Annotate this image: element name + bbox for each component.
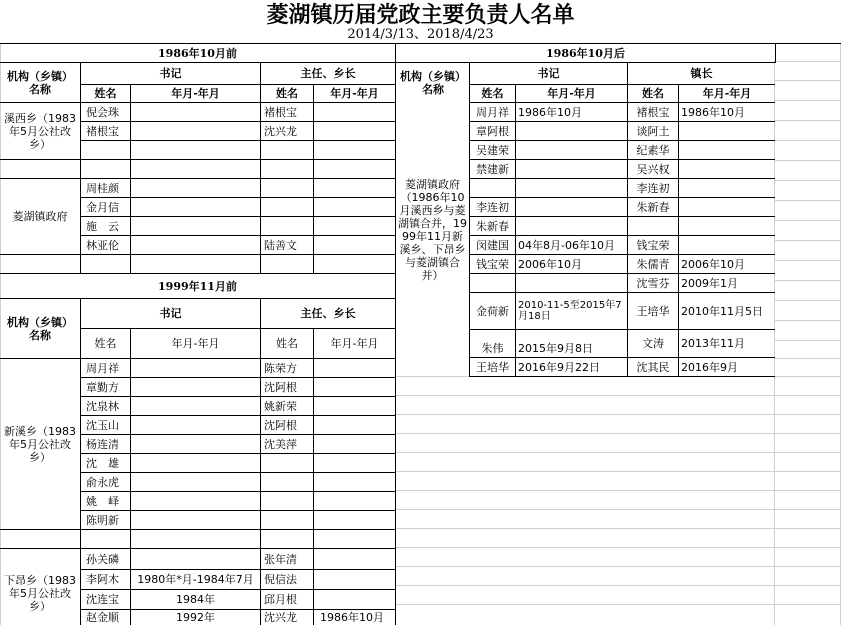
table-cell: 李连初 [476,200,509,214]
table-cell: 李连初 [636,181,670,195]
table-cell: 陈荣方 [264,361,297,375]
table-cell: 1986年10月 [681,105,745,119]
table-cell: 2016年9月22日 [518,360,600,374]
table-cell: 沈阿根 [264,418,297,432]
table-cell: 姚新荣 [264,399,297,413]
header-period: 年月-年月 [330,87,379,100]
table-cell: 施 云 [86,219,119,233]
header-mayor: 镇长 [690,67,713,80]
table-cell: 陈明新 [86,513,119,527]
header-period: 年月-年月 [171,337,220,350]
table-cell: 2010-11-5至2015年7月18日 [518,300,622,322]
header-period: 年月-年月 [171,87,220,100]
table-cell: 俞永虎 [86,475,119,489]
table-cell: 林亚伦 [86,238,119,252]
table-cell: 谈阿土 [636,124,670,138]
table-cell: 章勤方 [86,380,119,394]
table-cell: 1986年10月 [320,611,384,624]
header-org: 机构（乡镇）名称 [400,69,466,96]
table-cell: 褚根宝 [86,124,119,138]
table-cell: 朱伟 [481,342,504,355]
table-cell: 2006年10月 [681,257,745,271]
table-cell: 2010年11月5日 [681,304,763,318]
org-xixi: 溪西乡（1983年5月公社改乡） [4,111,76,151]
table-cell: 朱新春 [636,200,670,214]
header-period: 年月-年月 [702,87,752,100]
table-cell: 1986年10月 [518,105,582,119]
header-secretary: 书记 [159,67,182,80]
table-cell: 1984年 [176,593,215,606]
table-cell: 沈兴龙 [264,124,297,138]
page-title: 菱湖镇历届党政主要负责人名单 [266,2,575,28]
table-cell: 孙关磷 [86,552,119,566]
table-cell: 沈雪芬 [636,276,670,290]
org-xinxi: 新溪乡（1983年5月公社改乡） [4,424,76,464]
header-name: 姓名 [481,87,504,100]
table-cell: 吴建荣 [476,143,509,157]
header-name: 姓名 [276,337,298,350]
table-cell: 金月信 [86,200,119,214]
table-cell: 2013年11月 [681,337,745,350]
table-cell: 沈兴龙 [264,611,297,624]
table-cell: 吴兴权 [636,162,670,176]
table-cell: 2015年9月8日 [518,342,593,355]
table-cell: 04年8月-06年10月 [518,238,615,252]
org-linghu: 菱湖镇政府 [12,210,68,223]
table-cell: 禁建新 [476,162,509,176]
section-after-1986: 1986年10月后 [546,46,625,60]
page-subtitle: 2014/3/13、2018/4/23 [347,27,494,42]
table-cell: 赵金顺 [86,611,119,624]
header-name: 姓名 [276,87,298,100]
table-cell: 姚 峄 [86,494,119,508]
header-org: 机构（乡镇）名称 [7,315,73,342]
table-cell: 褚根宝 [264,105,297,119]
header-name: 姓名 [94,337,117,350]
table-cell: 张年清 [264,552,297,566]
header-period: 年月-年月 [330,337,379,350]
table-cell: 朱儒青 [636,257,670,271]
org-xiaang: 下昂乡（1983年5月公社改乡） [4,574,76,613]
table-cell: 2016年9月 [681,360,738,374]
header-name: 姓名 [642,87,664,100]
table-cell: 邱月根 [264,593,297,606]
header-org: 机构（乡镇）名称 [7,69,73,96]
table-cell: 1980年*月-1984年7月 [137,573,254,586]
table-cell: 沈泉林 [86,399,119,413]
table-cell: 纪素华 [636,143,670,157]
table-cell: 沈其民 [636,360,670,374]
org-linghu-merged: 菱湖镇政府（1986年10月溪西乡与菱湖镇合并，1999年11月新溪乡、下昂乡与菱湖镇合并） [398,178,467,282]
header-period: 年月-年月 [547,87,596,100]
table-cell: 陆善文 [264,238,297,252]
table-cell: 2006年10月 [518,257,582,271]
table-cell: 文涛 [642,337,664,350]
table-cell: 闵建国 [476,238,509,252]
table-cell: 褚根宝 [636,105,670,119]
table-cell: 钱宝荣 [476,257,509,271]
table-cell: 金荷新 [476,304,509,318]
table-cell: 倪会珠 [86,105,119,119]
table-cell: 沈美萍 [264,437,297,451]
table-cell: 王培华 [476,360,509,374]
table-cell: 沈 雄 [86,456,119,470]
table-cell: 杨连清 [86,437,119,451]
table-cell: 2009年1月 [681,276,738,290]
header-secretary: 书记 [537,67,560,80]
table-cell: 1992年 [176,611,215,624]
table-cell: 沈玉山 [86,418,119,432]
section-before-1999: 1999年11月前 [158,279,237,293]
table-cell: 王培华 [636,304,670,318]
table-cell: 周月祥 [476,105,509,119]
table-cell: 沈连宝 [86,593,119,606]
table-cell: 倪信法 [264,573,297,586]
table-cell: 章阿根 [476,124,509,138]
table-cell: 钱宝荣 [636,238,670,252]
header-secretary: 书记 [159,307,182,320]
header-name: 姓名 [94,87,117,100]
table-cell: 李阿木 [86,573,119,586]
header-director: 主任、乡长 [300,307,356,320]
section-before-1986: 1986年10月前 [158,46,237,60]
table-cell: 周月祥 [86,361,119,375]
table-cell: 沈阿根 [264,380,297,394]
header-director: 主任、乡长 [300,67,356,80]
table-cell: 朱新春 [476,219,509,233]
table-cell: 周桂颜 [86,181,119,195]
